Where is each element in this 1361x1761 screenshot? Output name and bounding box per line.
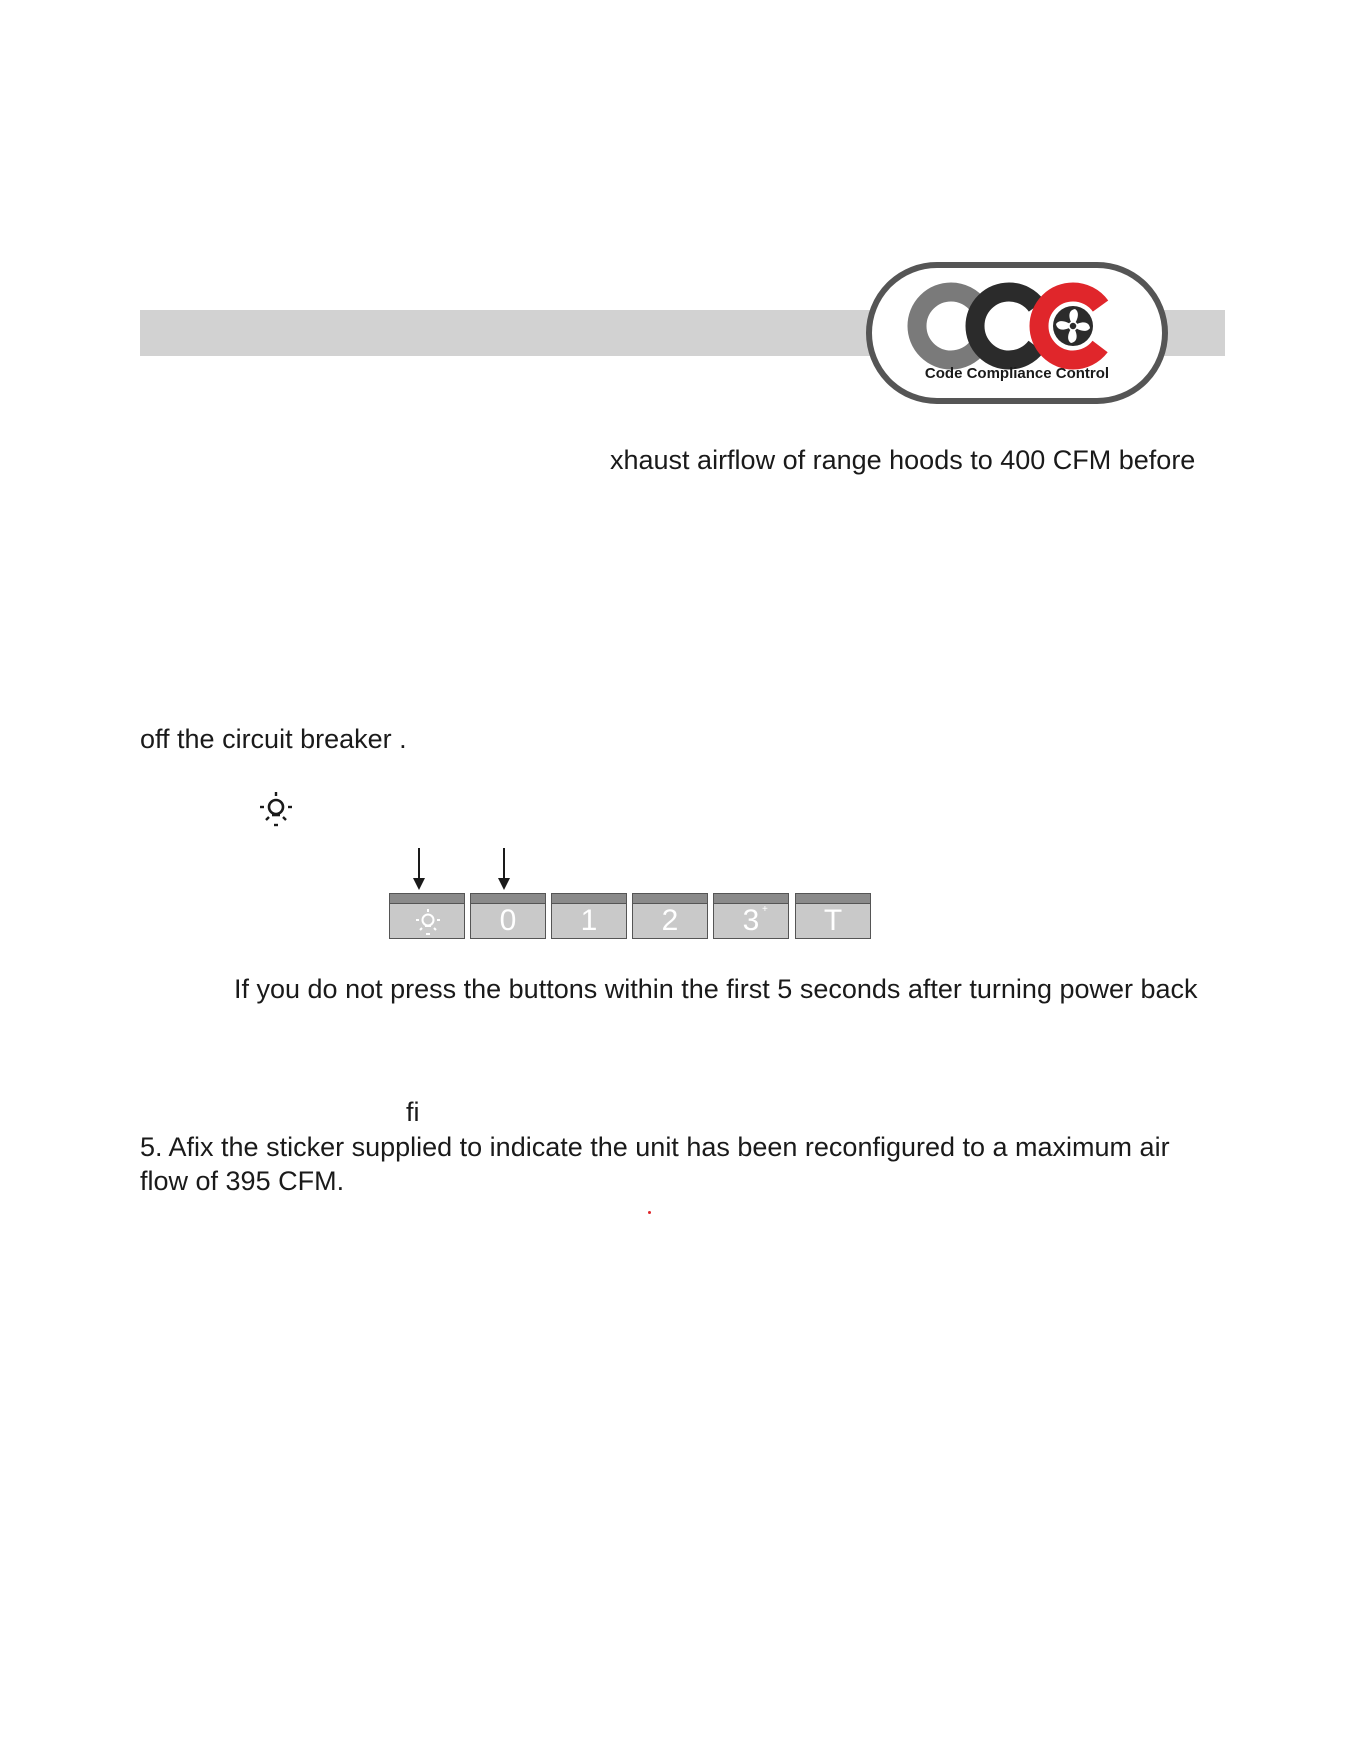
- arrow-down-icon: [498, 848, 510, 890]
- light-bulb-icon: [258, 792, 294, 833]
- light-button[interactable]: [389, 893, 465, 939]
- speed-1-label: 1: [580, 904, 598, 937]
- step-5-continuation: flow of 395 CFM.: [140, 1166, 345, 1196]
- step-5-text: 5. Afix the sticker supplied to indicate the unit has been reconfigured to a maximum air: [140, 1132, 1170, 1162]
- timer-label: T: [823, 904, 843, 937]
- note-line: If you do not press the buttons within the first 5 seconds after turning power back: [234, 974, 1198, 1004]
- off-button-label: 0: [499, 904, 517, 937]
- speed-3-button[interactable]: [713, 893, 789, 939]
- ccc-logo-graphic: [866, 262, 1168, 404]
- intro-line: xhaust airflow of range hoods to 400 CFM before: [610, 445, 1196, 475]
- fan-icon: [1053, 306, 1093, 346]
- ccc-logo: [866, 262, 1168, 404]
- speed-3-superscript: +: [762, 904, 768, 915]
- light-bulb-icon: [414, 908, 442, 936]
- logo-tagline: Code Compliance Control: [924, 365, 1110, 382]
- red-dot-mark: [648, 1211, 651, 1214]
- speed-2-label: 2: [661, 904, 679, 937]
- arrow-down-icon: [413, 848, 425, 890]
- timer-button[interactable]: [795, 893, 871, 939]
- speed-2-button[interactable]: [632, 893, 708, 939]
- fragment-fi: fi: [406, 1097, 420, 1127]
- speed-3-label: 3: [742, 904, 760, 937]
- off-button[interactable]: [470, 893, 546, 939]
- speed-1-button[interactable]: [551, 893, 627, 939]
- step-line-breaker: off the circuit breaker .: [140, 724, 407, 754]
